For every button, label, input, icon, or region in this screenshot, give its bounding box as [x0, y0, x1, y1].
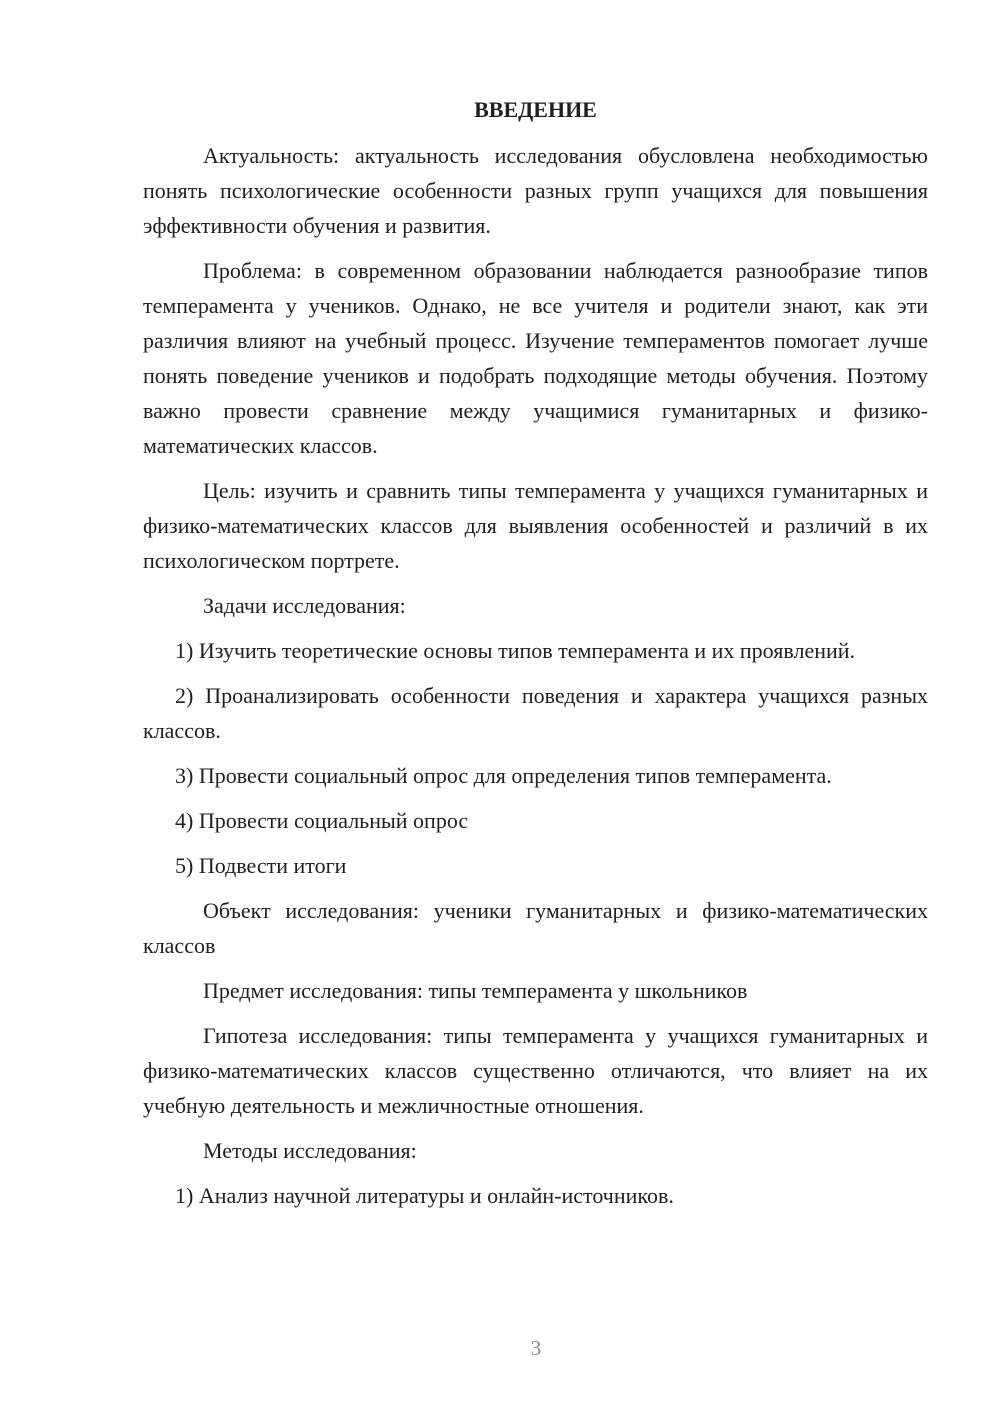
task-item-2: 2) Проанализировать особенности поведения и характера учащихся разных классов. [143, 683, 928, 743]
tasks-heading: Задачи исследования: [203, 593, 406, 618]
task-item-4: 4) Провести социальный опрос [175, 808, 469, 833]
hypothesis-paragraph: Гипотеза исследования: типы темперамента у учащихся гуманитарных и физико-математических классов существенно отличаются, что влияет на их учебную деятельность и межличностные отношения. [143, 1023, 928, 1118]
task-item-1: 1) Изучить теоретические основы типов темперамента и их проявлений. [175, 638, 856, 663]
problem-paragraph: Проблема: в современном образовании наблюдается разнообразие типов темперамента у учеников. Однако, не все учителя и родители знают, как эти различия влияют на учебный процесс. Изучение темпераментов помогает лучше понять поведение учеников и подобрать подходящие методы обучения. Поэтому важно провести сравнение между учащимися гуманитарных и физико-математических классов. [143, 258, 928, 458]
relevance-paragraph: Актуальность: актуальность исследования обусловлена необходимостью понять психологические особенности разных групп учащихся для повышения эффективности обучения и развития. [143, 143, 928, 238]
section-title: ВВЕДЕНИЕ [474, 97, 597, 122]
methods-heading: Методы исследования: [203, 1138, 417, 1163]
document-page [143, 92, 928, 1213]
object-paragraph: Объект исследования: ученики гуманитарных и физико-математических классов [143, 898, 928, 958]
method-item-1: 1) Анализ научной литературы и онлайн-источников. [175, 1183, 674, 1208]
subject-paragraph: Предмет исследования: типы темперамента у школьников [203, 978, 748, 1003]
task-item-3: 3) Провести социальный опрос для определения типов темперамента. [175, 763, 832, 788]
task-item-5: 5) Подвести итоги [175, 853, 347, 878]
goal-paragraph: Цель: изучить и сравнить типы темперамента у учащихся гуманитарных и физико-математических классов для выявления особенностей и различий в их психологическом портрете. [143, 478, 928, 573]
page-number: 3 [530, 1336, 542, 1360]
